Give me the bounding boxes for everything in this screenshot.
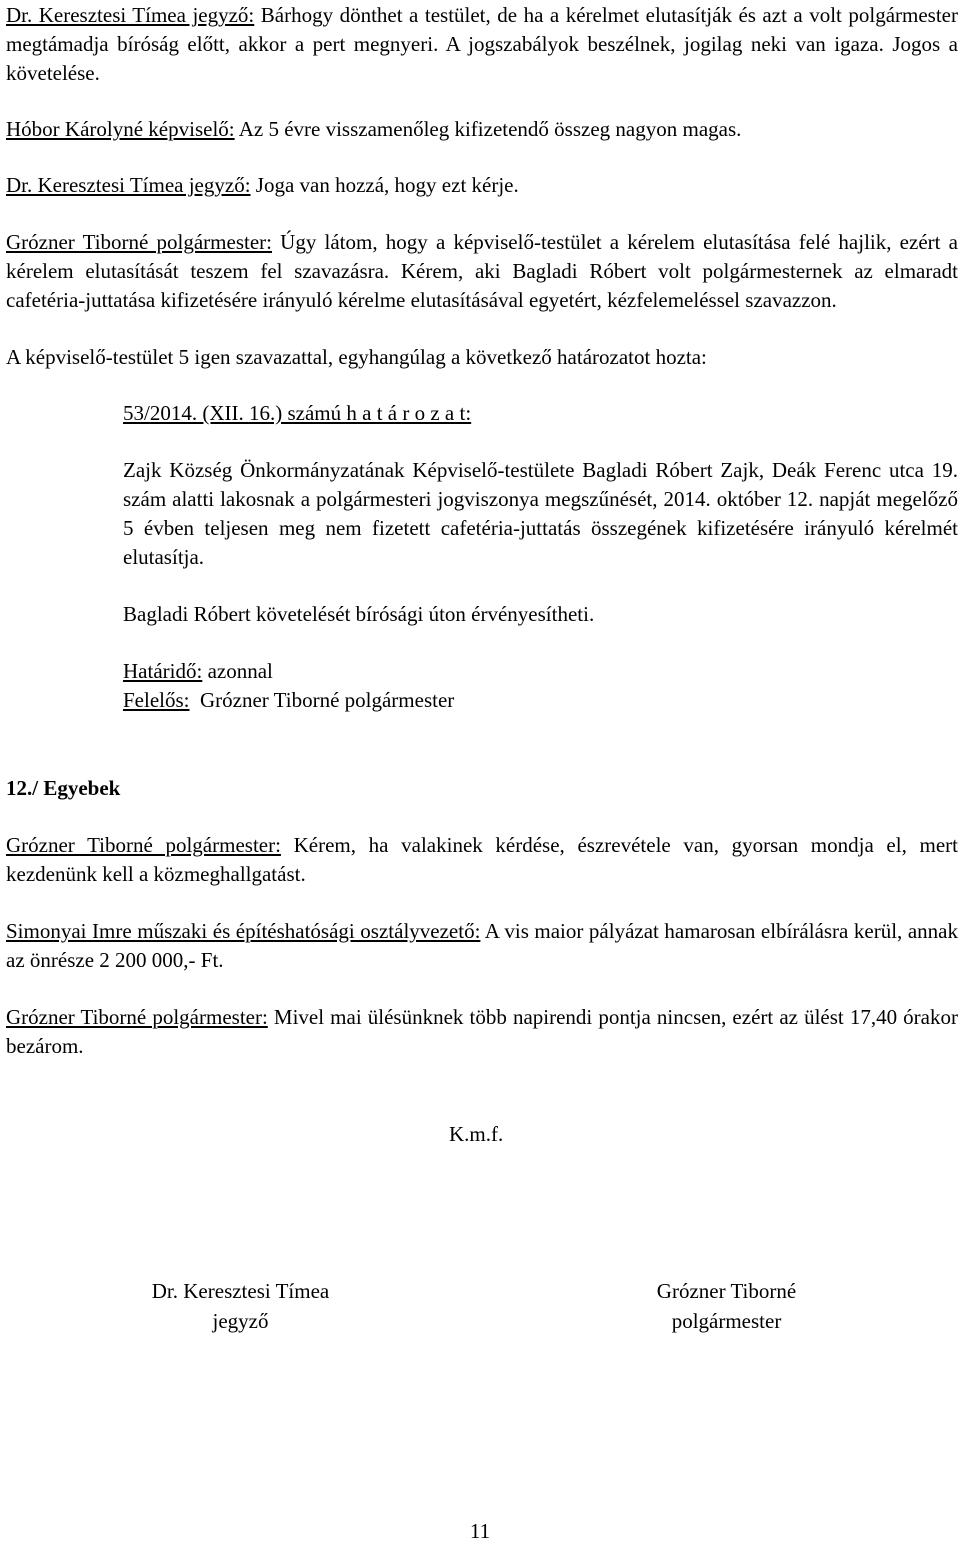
paragraph-text: Az 5 évre visszamenőleg kifizetendő összeg nagyon magas.	[234, 117, 742, 141]
paragraph-5	[6, 343, 958, 372]
signature-right-title: polgármester	[671, 1309, 782, 1333]
signature-right-name: Grózner Tiborné	[656, 1279, 797, 1303]
speaker-label: Simonyai Imre műszaki és építéshatósági osztályvezető:	[6, 919, 481, 943]
speaker-label: Grózner Tiborné polgármester:	[6, 833, 281, 857]
section-title: 12./ Egyebek	[6, 776, 121, 800]
deadline-label: Határidő:	[123, 659, 203, 683]
page-number: 11	[469, 1519, 491, 1543]
resolution-deadline	[123, 657, 958, 686]
paragraph-2	[6, 115, 958, 144]
paragraph-text: Kérem, ha valakinek kérdése, észrevétele van, gyorsan mondja el, mert kezdenünk kell a közmeghallgatást.	[6, 833, 958, 886]
document-page	[6, 0, 958, 1149]
signature-right	[624, 1276, 829, 1336]
paragraph-7	[6, 917, 958, 975]
responsible-label: Felelős:	[123, 688, 190, 712]
paragraph-1	[6, 1, 958, 88]
signature-left-name: Dr. Keresztesi Tímea	[151, 1279, 330, 1303]
paragraph-8	[6, 1003, 958, 1061]
resolution-responsible	[123, 686, 958, 715]
speaker-label: Dr. Keresztesi Tímea jegyző:	[6, 173, 251, 197]
signature-left-title: jegyző	[212, 1309, 269, 1333]
resolution-body: Zajk Község Önkormányzatának Képviselő-testülete Bagladi Róbert Zajk, Deák Ferenc utca 19. szám alatti lakosnak a polgármesteri jogviszonya megszűnését, 2014. október 12. napját megelőző 5 évben teljesen meg nem fizetett cafetéria-juttatás összegének kifizetésére irányuló kérelmét elutasítja.	[123, 458, 958, 569]
speaker-label: Grózner Tiborné polgármester:	[6, 1005, 268, 1029]
paragraph-text: Úgy látom, hogy a képviselő-testület a kérelem elutasítása felé hajlik, ezért a kérelem elutasítását teszem fel szavazásra. Kérem, aki Bagladi Róbert volt polgármesternek az elmaradt cafetéria-juttatása kifizetésére irányuló kérelme elutasításával egyetért, kézfelemeléssel szavazzon.	[6, 230, 958, 312]
paragraph-4	[6, 228, 958, 315]
responsible-value: Grózner Tiborné polgármester	[189, 688, 455, 712]
deadline-value: azonnal	[202, 659, 273, 683]
resolution-note: Bagladi Róbert követelését bírósági úton érvényesítheti.	[123, 602, 595, 626]
kmf-label: K.m.f.	[449, 1122, 504, 1146]
paragraph-text: A vis maior pályázat hamarosan elbírálásra kerül, annak az önrésze 2 200 000,- Ft.	[6, 919, 958, 972]
paragraph-6	[6, 831, 958, 889]
paragraph-text: A képviselő-testület 5 igen szavazattal, egyhangúlag a következő határozatot hozta:	[6, 345, 707, 369]
paragraph-text: Joga van hozzá, hogy ezt kérje.	[250, 173, 519, 197]
paragraph-text: Mivel mai ülésünknek több napirendi pontja nincsen, ezért az ülést 17,40 órakor bezárom.	[6, 1005, 958, 1058]
signature-left	[128, 1276, 353, 1336]
paragraph-text: Bárhogy dönthet a testület, de ha a kérelmet elutasítják és azt a volt polgármester megtámadja bíróság előtt, akkor a pert megnyeri. A jogszabályok beszélnek, jogilag neki van igaza. Jogos a követelése.	[6, 3, 958, 85]
resolution-number-text: 53/2014. (XII. 16.) számú h a t á r o z a t:	[123, 401, 472, 425]
speaker-label: Hóbor Károlyné képviselő:	[6, 117, 235, 141]
speaker-label: Grózner Tiborné polgármester:	[6, 230, 272, 254]
speaker-label: Dr. Keresztesi Tímea jegyző:	[6, 3, 255, 27]
paragraph-3	[6, 171, 958, 200]
resolution-number	[123, 399, 958, 428]
